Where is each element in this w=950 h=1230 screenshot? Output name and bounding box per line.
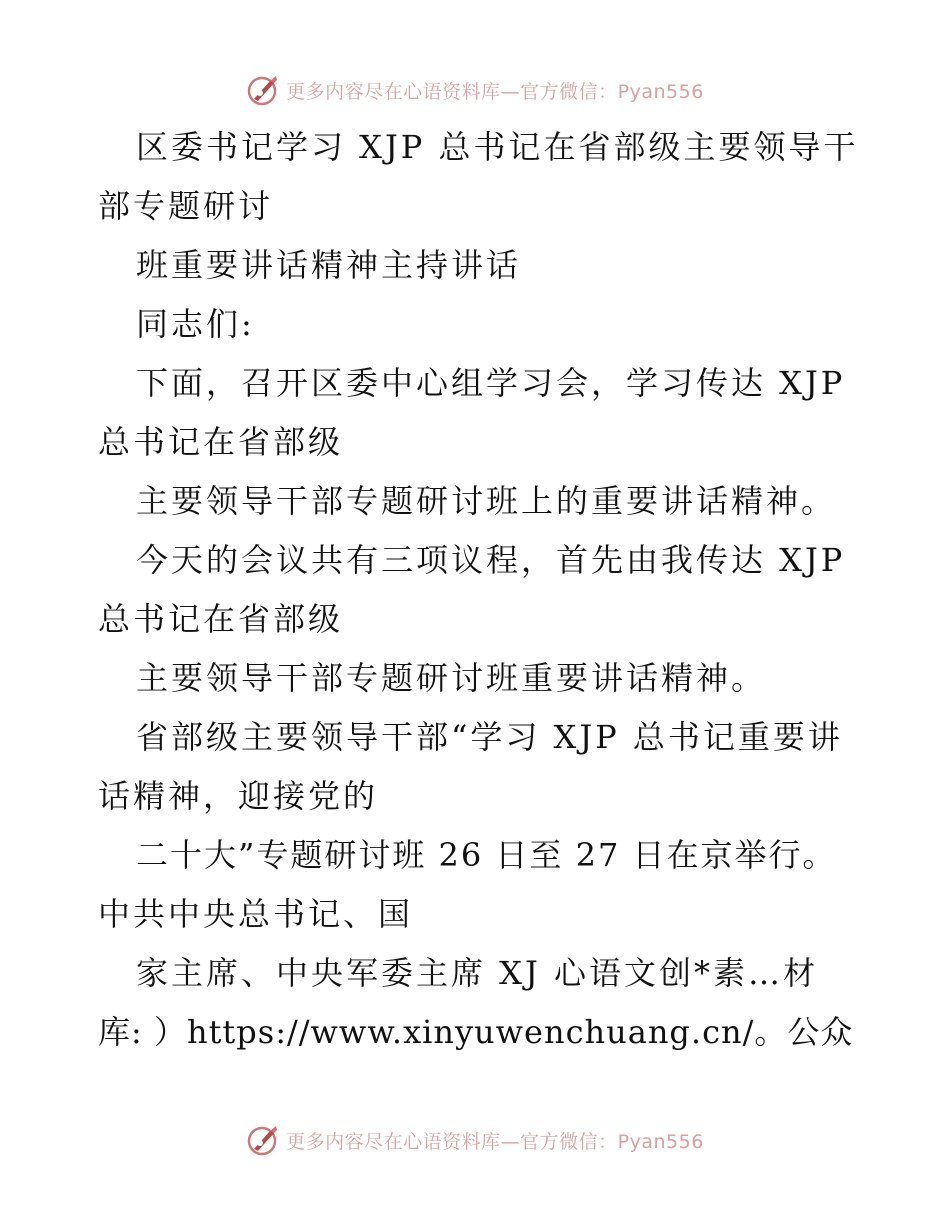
quill-logo-icon: [246, 73, 280, 107]
text-line: 总书记在省部级: [98, 600, 344, 638]
text-line: 二十大”专题研讨班 26 日至 27 日在京举行。: [136, 836, 837, 874]
text-line: 库: ）https://www.xinyuwenchuang.cn/。公众: [98, 1013, 854, 1051]
text-line: 中共中央总书记、国: [98, 895, 414, 933]
text-line: 主要领导干部专题研讨班重要讲话精神。: [136, 659, 767, 697]
text-line: 下面，召开区委中心组学习会，学习传达 XJP: [136, 364, 846, 402]
footer-watermark: [0, 1120, 950, 1160]
text-line: 区委书记学习 XJP 总书记在省部级主要领导干: [136, 128, 859, 166]
text-line: 班重要讲话精神主持讲话: [136, 246, 522, 284]
text-line: 今天的会议共有三项议程，首先由我传达 XJP: [136, 541, 846, 579]
header-watermark: [0, 70, 950, 110]
text-line: 总书记在省部级: [98, 423, 344, 461]
watermark-text: 更多内容尽在心语资料库—官方微信：Pyan556: [286, 80, 704, 103]
text-line: 部专题研讨: [98, 187, 274, 225]
text-line: 省部级主要领导干部“学习 XJP 总书记重要讲: [136, 718, 843, 756]
document-body: [98, 118, 858, 1062]
watermark-text: 更多内容尽在心语资料库—官方微信：Pyan556: [286, 1130, 704, 1153]
text-line: 话精神，迎接党的: [98, 777, 379, 815]
quill-logo-icon: [246, 1123, 280, 1157]
text-line: 同志们:: [136, 305, 255, 343]
text-line: 主要领导干部专题研讨班上的重要讲话精神。: [136, 482, 837, 520]
text-line: 家主席、中央军委主席 XJ 心语文创*素…材: [136, 954, 818, 992]
